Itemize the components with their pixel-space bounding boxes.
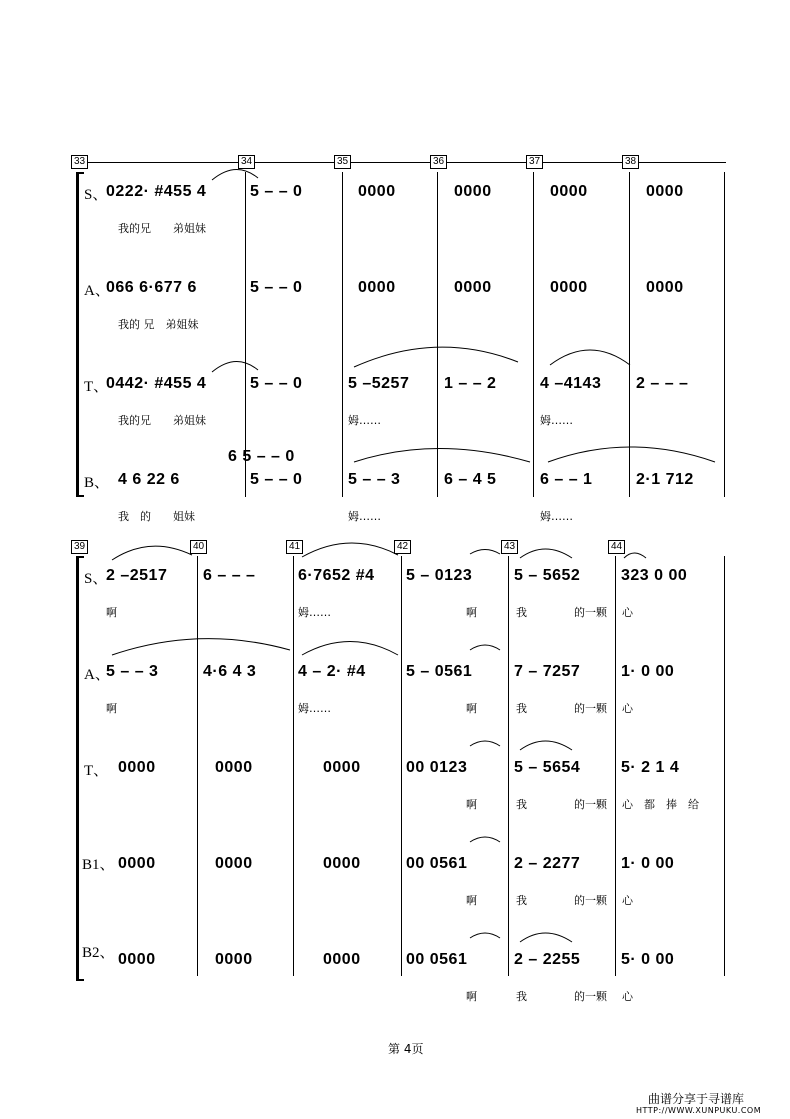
notes-measure: 2 – 2255	[514, 951, 581, 968]
slur	[520, 741, 572, 750]
notes-measure: 0000	[454, 279, 492, 296]
notes-measure: 0000	[358, 183, 396, 200]
notes-measure: 0000	[323, 855, 361, 872]
notes-measure: 5 – – 0	[250, 471, 303, 488]
lyric: 我	[516, 606, 527, 619]
lyric: 啊	[466, 702, 477, 715]
voice-label-tenor: T、	[84, 763, 109, 779]
measure-number: 40	[190, 540, 207, 554]
lyrics-line: 我的兄 弟姐妹	[118, 414, 206, 427]
slur	[302, 642, 398, 656]
notes-measure: 2·1 712	[636, 471, 694, 488]
notes-measure: 0000	[118, 759, 156, 776]
voice-label-alto: A、	[84, 667, 110, 683]
notes-measure: 0000	[323, 759, 361, 776]
measure-number: 42	[394, 540, 411, 554]
slur	[470, 933, 500, 938]
notes-measure: 00 0561	[406, 855, 468, 872]
lyric: 啊	[106, 606, 117, 619]
lyric: 啊	[466, 990, 477, 1003]
notes-measure: 1· 0 00	[621, 855, 675, 872]
slur	[354, 449, 530, 463]
notes-measure: 6 – 4 5	[444, 471, 497, 488]
lyrics-line: 姆……	[348, 510, 381, 523]
lyric: 啊	[466, 894, 477, 907]
measure-number: 37	[526, 155, 543, 169]
lyric: 我	[516, 990, 527, 1003]
notes-measure: 0000	[118, 855, 156, 872]
slur	[470, 550, 500, 555]
notes-measure: 0000	[454, 183, 492, 200]
notes-measure: 5· 2 1 4	[621, 759, 680, 776]
lyric: 心	[622, 606, 633, 619]
site-url: HTTP://WWW.XUNPUKU.COM	[636, 1106, 762, 1115]
voice-label-alto: A、	[84, 283, 110, 299]
lyric: 啊	[106, 702, 117, 715]
lyric: 的一颗	[574, 798, 607, 811]
notes-measure: 5 – 5654	[514, 759, 581, 776]
slur	[548, 447, 715, 462]
notes-measure: 4·6 4 3	[203, 663, 257, 680]
slur	[212, 169, 258, 180]
notes-measure: 0000	[323, 951, 361, 968]
voice-label-bass1: B1、	[82, 857, 115, 873]
notes-measure: 5· 0 00	[621, 951, 675, 968]
measure-number: 34	[238, 155, 255, 169]
notes-measure: 0000	[215, 759, 253, 776]
notes-measure: 6·7652 #4	[298, 567, 375, 584]
page-number: 第 4页	[388, 1042, 424, 1056]
notes-measure: 4 – 2· #4	[298, 663, 366, 680]
slur	[470, 645, 500, 650]
notes-measure: 5 – 0123	[406, 567, 473, 584]
slur	[520, 933, 572, 942]
notes-measure: 5 – – 3	[348, 471, 401, 488]
voice-label-soprano: S、	[84, 187, 108, 203]
notes-measure: 0000	[215, 951, 253, 968]
slur	[354, 347, 518, 367]
notes-measure: 1· 0 00	[621, 663, 675, 680]
notes-measure: 2 – 2277	[514, 855, 581, 872]
notes-measure: 0000	[550, 279, 588, 296]
measure-number: 44	[608, 540, 625, 554]
notes-measure: 323 0 00	[621, 567, 688, 584]
notes-measure: 0000	[550, 183, 588, 200]
lyrics-line: 姆……	[348, 414, 381, 427]
slur	[302, 543, 398, 557]
voice-label-soprano: S、	[84, 571, 108, 587]
measure-number: 38	[622, 155, 639, 169]
notes-measure: 00 0561	[406, 951, 468, 968]
lyric: 心	[622, 894, 633, 907]
lyrics-line: 我 的 姐妹	[118, 510, 195, 523]
site-name: 曲谱分享于寻谱库	[648, 1092, 745, 1106]
notes-measure: 066 6·677 6	[106, 279, 197, 296]
notes-measure: 5 – 5652	[514, 567, 581, 584]
slur	[624, 553, 646, 558]
lyric: 的一颗	[574, 990, 607, 1003]
notes-measure: 6 – – 1	[540, 471, 593, 488]
lyric: 心	[622, 990, 633, 1003]
notes-measure: 5 – – 0	[250, 183, 303, 200]
lyric: 姆……	[298, 606, 331, 619]
slur	[470, 837, 500, 842]
voice-label-tenor: T、	[84, 379, 109, 395]
lyric: 我	[516, 702, 527, 715]
notes-measure: 4 6 22 6	[118, 471, 180, 488]
lyric: 我	[516, 894, 527, 907]
notes-measure: 2 –2517	[106, 567, 168, 584]
measure-number: 36	[430, 155, 447, 169]
notes-measure: 5 – – 0	[250, 279, 303, 296]
measure-number: 33	[71, 155, 88, 169]
slur	[112, 639, 290, 655]
notes-measure: 0000	[358, 279, 396, 296]
lyric: 心 都 捧 给	[622, 798, 699, 811]
slur	[470, 741, 500, 746]
lyric: 姆……	[298, 702, 331, 715]
notes-measure: 0000	[646, 279, 684, 296]
slur	[550, 350, 630, 365]
notes-measure: 0000	[118, 951, 156, 968]
notes-measure: 5 – – 0	[250, 375, 303, 392]
notes-measure: 4 –4143	[540, 375, 602, 392]
notes-measure: 0222· #455 4	[106, 183, 207, 200]
lyrics-line: 姆……	[540, 510, 573, 523]
notes-measure: 5 – 0561	[406, 663, 473, 680]
lyrics-line: 姆……	[540, 414, 573, 427]
lyric: 啊	[466, 798, 477, 811]
measure-number: 35	[334, 155, 351, 169]
measure-number: 39	[71, 540, 88, 554]
notes-measure: 7 – 7257	[514, 663, 581, 680]
lyric: 心	[622, 702, 633, 715]
voice-label-bass2: B2、	[82, 945, 115, 961]
lyrics-line: 我的 兄 弟姐妹	[118, 318, 199, 331]
notes-measure: 0000	[215, 855, 253, 872]
slur	[520, 549, 572, 558]
lyrics-line: 我的兄 弟姐妹	[118, 222, 206, 235]
notes-measure: 00 0123	[406, 759, 468, 776]
notes-measure: 6 – – –	[203, 567, 256, 584]
lyric: 我	[516, 798, 527, 811]
slur	[212, 361, 258, 372]
measure-number: 43	[501, 540, 518, 554]
notes-upper-divisi: 6 5 – – 0	[228, 448, 295, 465]
notes-measure: 1 – – 2	[444, 375, 497, 392]
voice-label-bass: B、	[84, 475, 110, 491]
notes-measure: 2 – – –	[636, 375, 689, 392]
notes-measure: 5 –5257	[348, 375, 410, 392]
measure-number: 41	[286, 540, 303, 554]
slur	[112, 546, 192, 560]
notes-measure: 5 – – 3	[106, 663, 159, 680]
lyric: 啊	[466, 606, 477, 619]
notes-measure: 0000	[646, 183, 684, 200]
lyric: 的一颗	[574, 702, 607, 715]
lyric: 的一颗	[574, 894, 607, 907]
notes-measure: 0442· #455 4	[106, 375, 207, 392]
lyric: 的一颗	[574, 606, 607, 619]
